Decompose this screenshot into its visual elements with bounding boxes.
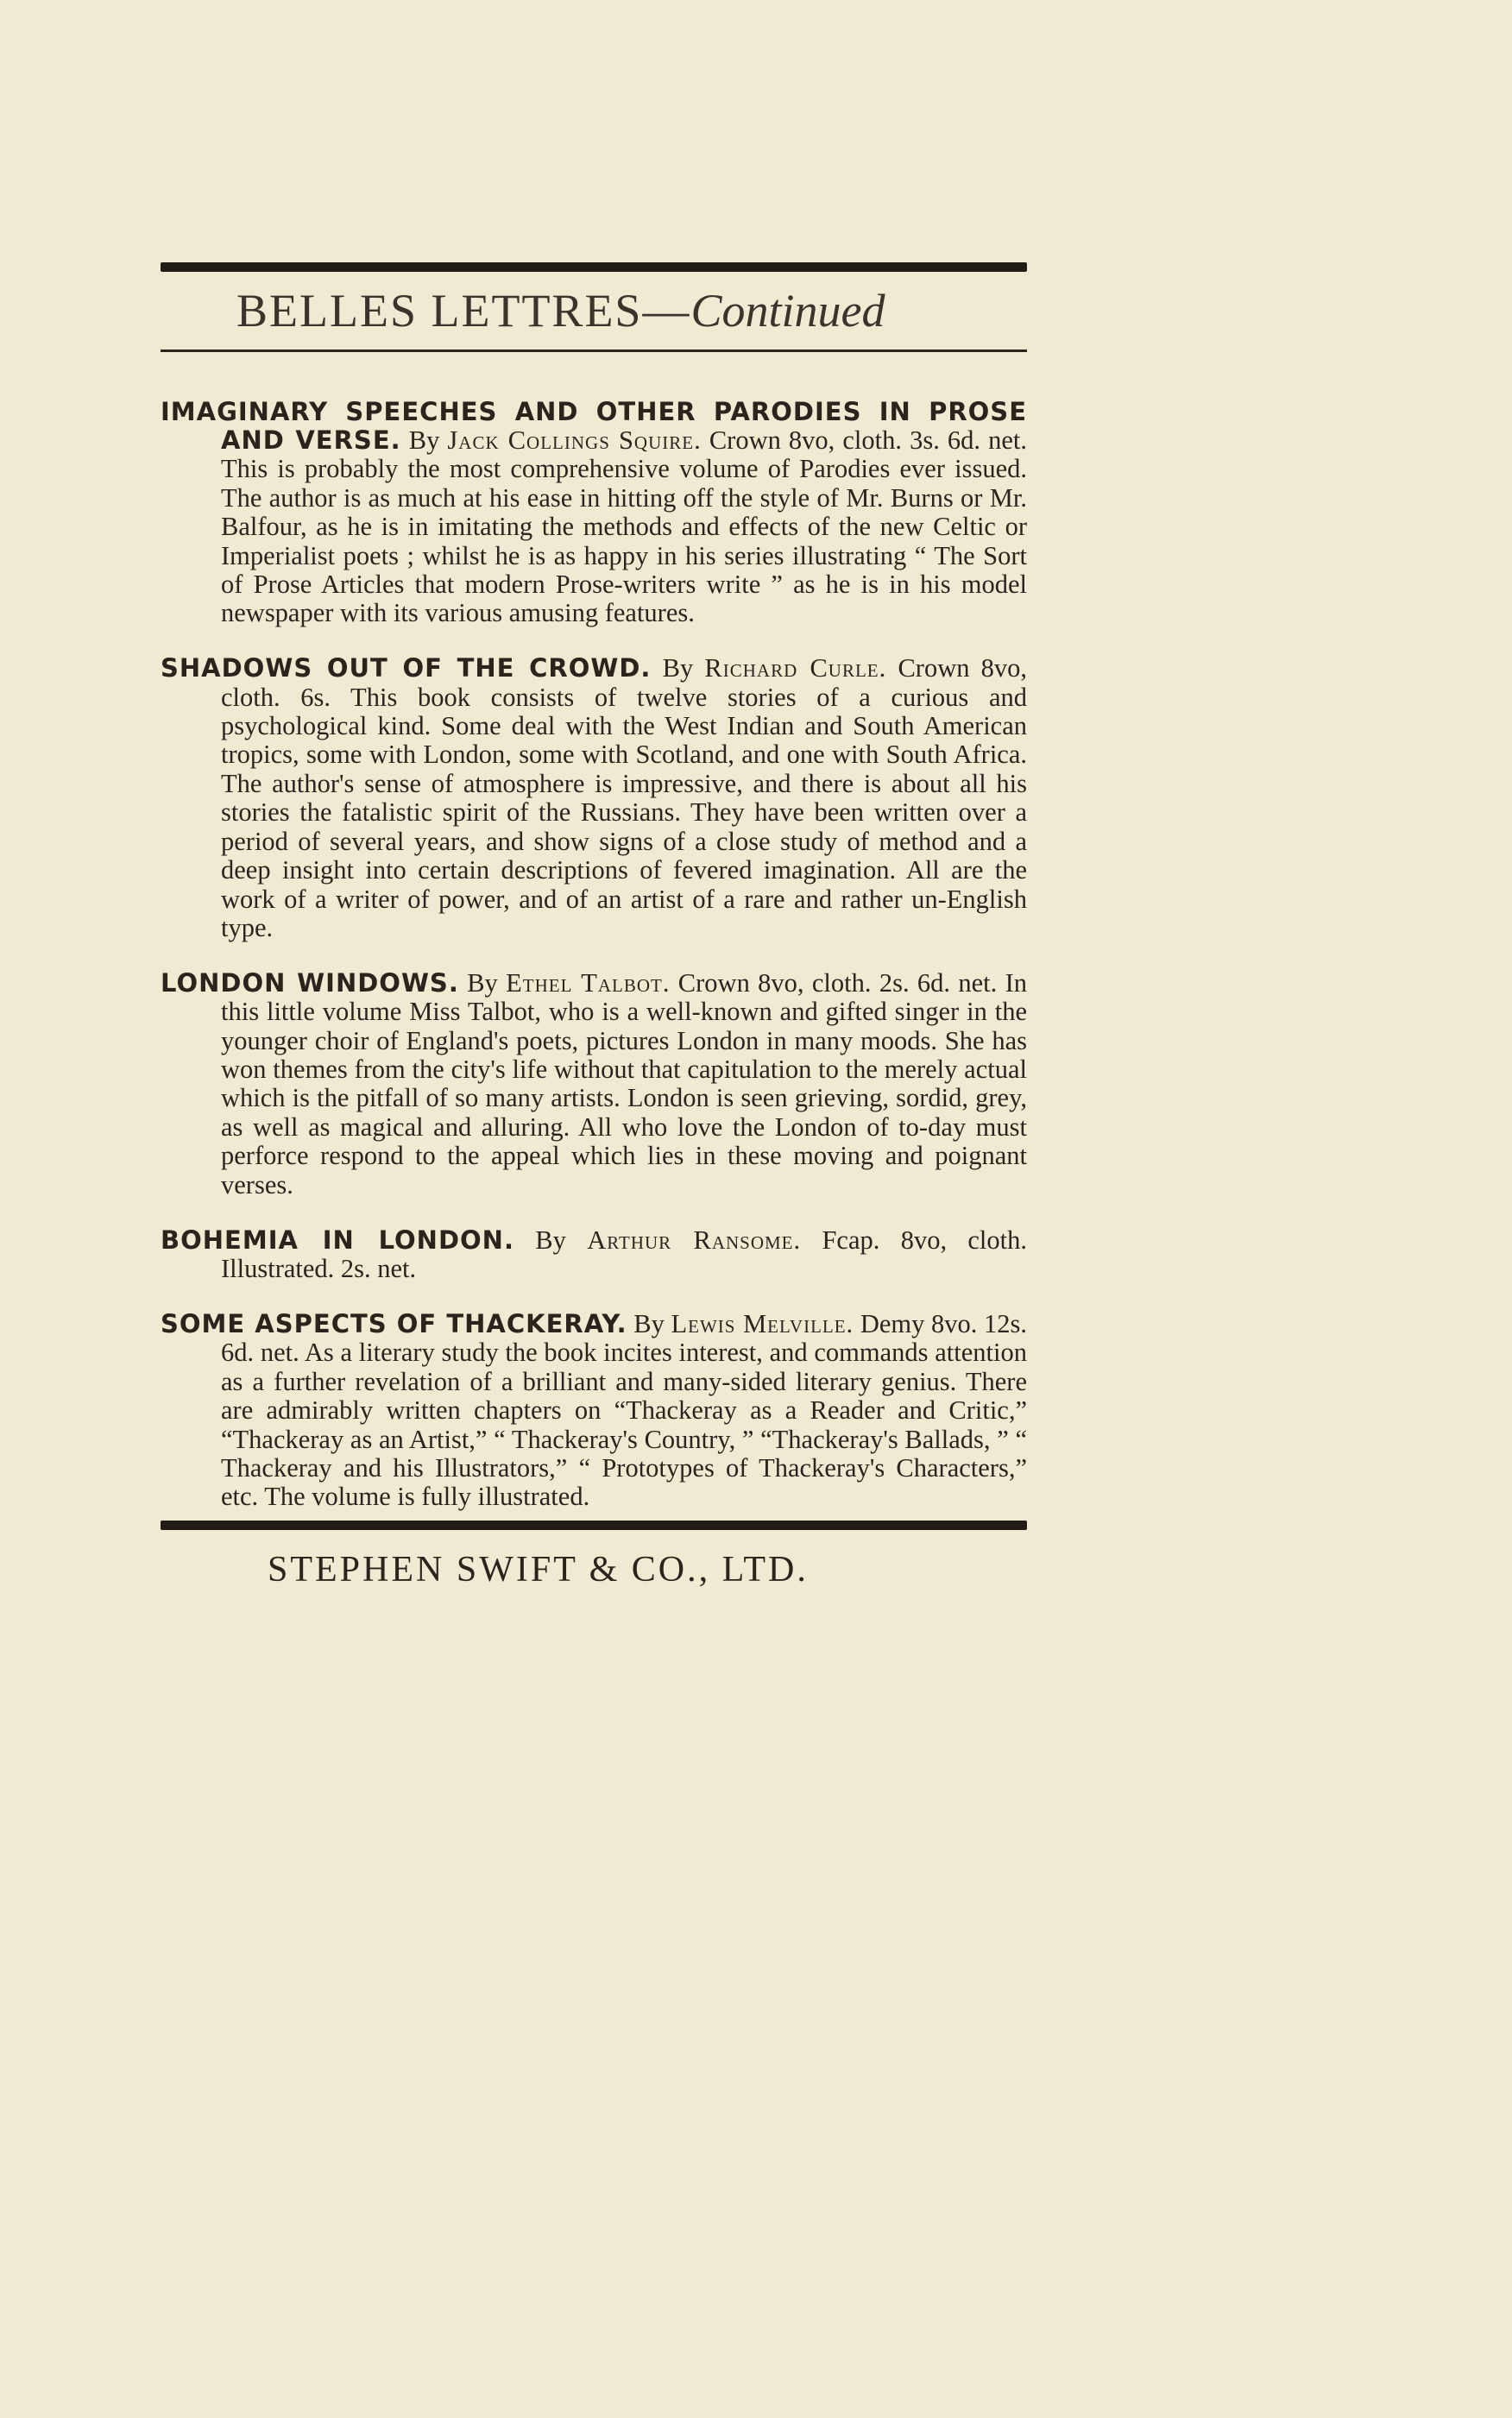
book-entry-shadows-out-of-the-crowd <box>161 654 1027 942</box>
by-label: By <box>633 1308 665 1338</box>
book-entries <box>161 352 1027 1512</box>
book-title: BOHEMIA IN LONDON. <box>161 1225 514 1255</box>
book-title: IMAGINARY SPEECHES AND OTHER PARODIES IN PROSE AND VERSE. <box>161 396 1027 455</box>
by-label: By <box>408 425 440 455</box>
book-author: Jack Collings Squire. <box>447 425 702 455</box>
book-description: Crown 8vo, cloth. 6s. This book consists of twelve stories of a curious and psychological kind. Some deal with the West Indian and South American tropics, some with London, some with Scotland, and one with South Africa. The author's sense of atmosphere is impressive, and there is about all his stories the fatalistic spirit of the Russians. They have been written over a period of several years, and show signs of a close study of method and a deep insight into certain descriptions of fevered imagination. All are the work of a writer of power, and of an artist of a rare and rather un-English type. <box>221 653 1028 942</box>
by-label: By <box>662 653 694 683</box>
section-header <box>161 272 1027 349</box>
bottom-thick-rule <box>161 1521 1027 1530</box>
book-author: Lewis Melville. <box>671 1308 854 1338</box>
catalogue-page <box>161 262 1027 1590</box>
book-entry-london-windows <box>161 969 1027 1200</box>
section-title: BELLES LETTRES <box>236 285 643 337</box>
book-description: Fcap. 8vo, cloth. Illustrated. 2s. net. <box>221 1225 1027 1283</box>
book-entry-bohemia-in-london <box>161 1226 1027 1284</box>
book-author: Arthur Ransome. <box>587 1225 802 1255</box>
top-thick-rule <box>161 262 1027 272</box>
by-label: By <box>467 967 498 998</box>
book-title: SOME ASPECTS OF THACKERAY. <box>161 1308 627 1338</box>
section-continued: Continued <box>690 285 885 337</box>
by-label: By <box>535 1225 566 1255</box>
publisher-name: STEPHEN SWIFT & CO., LTD. <box>268 1549 809 1590</box>
book-title: SHADOWS OUT OF THE CROWD. <box>161 653 652 683</box>
book-author: Richard Curle. <box>704 653 887 683</box>
book-description: Crown 8vo, cloth. 3s. 6d. net. This is probably the most comprehensive volume of Parodies ever issued. The author is as much at his ease in hitting off the style of Mr. Burns or Mr. Balfour, as he is in imitating the methods and effects of the new Celtic or Imperialist poets ; whilst he is as happy in his series illustrating “ The Sort of Prose Articles that modern Prose-writers write ” as he is in his model newspaper with its various amusing features. <box>221 425 1028 628</box>
book-description: Crown 8vo, cloth. 2s. 6d. net. In this little volume Miss Talbot, who is a well-known and gifted singer in the younger choir of England's poets, pictures London in many moods. She has won themes from the city's life without that capitulation to the merely actual which is the pitfall of so many artists. London is seen grieving, sordid, grey, as well as magical and alluring. All who love the London of to-day must perforce respond to the appeal which lies in these moving and poignant verses. <box>221 967 1028 1200</box>
book-entry-imaginary-speeches <box>161 398 1027 628</box>
section-dash: — <box>642 285 691 337</box>
book-description: Demy 8vo. 12s. 6d. net. As a literary study the book incites interest, and commands attention as a further revelation of a brilliant and many-sided literary genius. There are admirably written chapters on “Thackeray as a Reader and Critic,” “Thackeray as an Artist,” “ Thackeray's Country, ” “Thackeray's Ballads, ” “ Thackeray and his Illustrators,” “ Prototypes of Thackeray's Characters,” etc. The volume is fully illustrated. <box>221 1308 1027 1512</box>
book-entry-some-aspects-of-thackeray <box>161 1310 1027 1512</box>
book-author: Ethel Talbot. <box>506 967 671 998</box>
book-title: LONDON WINDOWS. <box>161 967 459 998</box>
